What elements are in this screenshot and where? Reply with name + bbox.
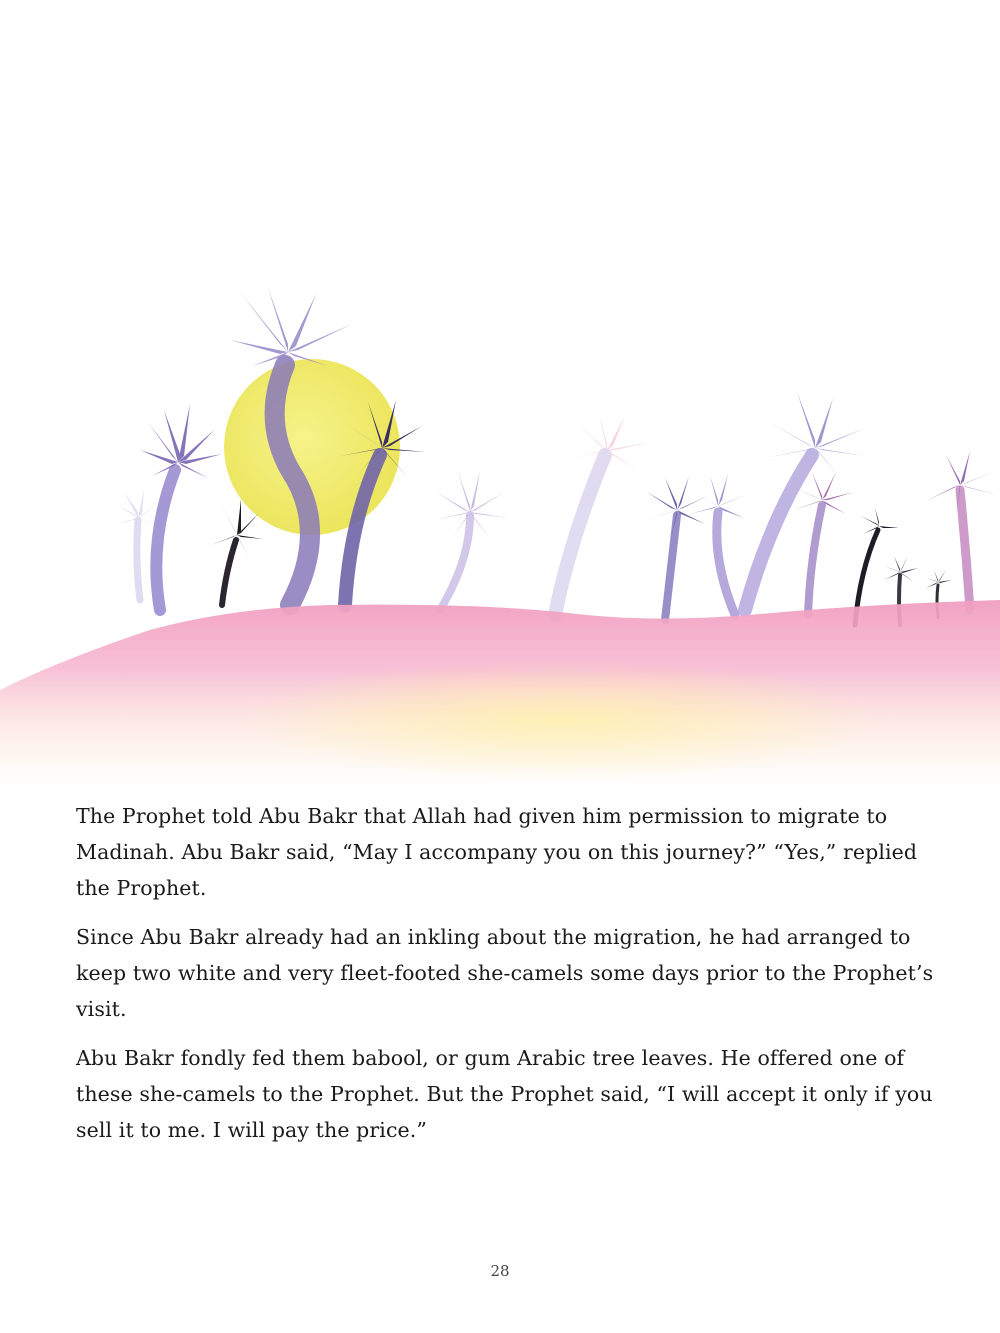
paragraph: Since Abu Bakr already had an inkling about the migration, he had arranged to keep two white and very fleet-footed she-camels some days prior to the Prophet’s visit. — [76, 925, 934, 1021]
palm-tree — [555, 414, 651, 615]
palm-tree — [140, 404, 222, 610]
paragraph: The Prophet told Abu Bakr that Allah had given him permission to migrate to Madinah. Abu Bakr said, “May I accompany you on this journey?” “Yes,” replied the Prophet. — [76, 804, 918, 900]
palm-tree — [794, 472, 854, 615]
palm-tree — [745, 392, 865, 610]
paragraph: Abu Bakr fondly fed them babool, or gum Arabic tree leaves. He offered one of these she-camels to the Prophet. But the Prophet said, “I will accept it only if you sell it to me. I will pay the price.” — [76, 1046, 933, 1142]
palm-tree — [690, 474, 748, 615]
page-number: 28 — [490, 1262, 510, 1280]
palm-tree — [924, 451, 998, 610]
dune-glow — [240, 660, 880, 780]
palm-tree — [211, 499, 263, 605]
story-text — [76, 798, 936, 1161]
palm-tree — [645, 476, 707, 620]
palm-tree — [432, 470, 508, 610]
